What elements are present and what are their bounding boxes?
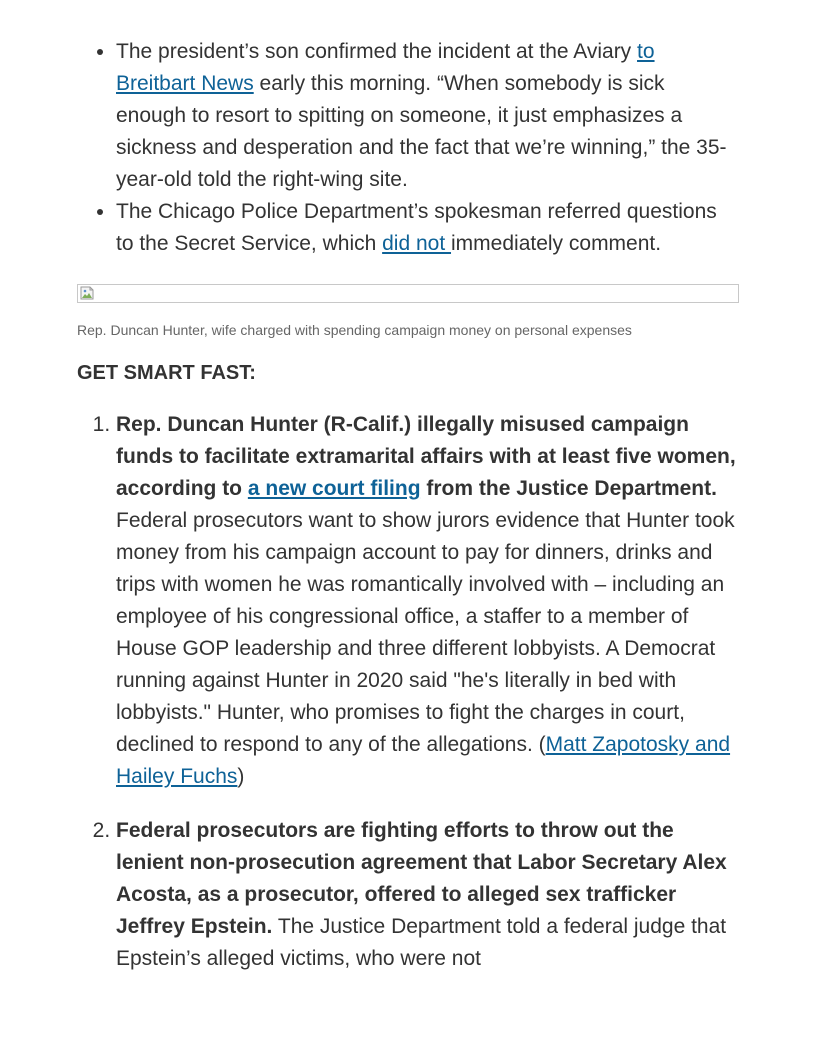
story-headline-text: Rep. Duncan Hunter (R-Calif.) illegally misused campaign funds to facilitate extramarital affairs with at least five women, according to xyxy=(116,413,736,500)
bullet-text: immediately comment. xyxy=(451,232,662,255)
author-credit-link[interactable]: Matt Zapotosky and Hailey Fuchs xyxy=(116,733,731,788)
image-caption: Rep. Duncan Hunter, wife charged with spending campaign money on personal expenses xyxy=(77,322,632,338)
story-closing: ) xyxy=(237,765,245,788)
story-headline xyxy=(116,413,736,500)
story-item xyxy=(116,409,739,793)
story-item xyxy=(116,815,739,975)
story-list xyxy=(77,409,739,975)
article-image xyxy=(77,284,739,303)
story-headline-text: from the Justice Department. xyxy=(420,477,717,500)
story-body: Federal prosecutors want to show jurors evidence that Hunter took money from his campaign account to pay for dinners, drinks and trips with women he was romantically involved with – including an employee of his congressional office, a staffer to a member of House GOP leadership and three different lobbyists. A Democrat running against Hunter in 2020 said "he's literally in bed with lobbyists." Hunter, who promises to fight the charges in court, declined to respond to any of the allegations. ( xyxy=(116,509,735,756)
bullet-item xyxy=(116,36,739,196)
bullet-list xyxy=(77,36,739,260)
breitbart-news-link[interactable]: to Breitbart News xyxy=(116,40,655,95)
bullet-text: early this morning. “When somebody is sick enough to resort to spitting on someone, it just emphasizes a sickness and desperation and the fact that we’re winning,” the 35-year-old told the right-wing site. xyxy=(116,72,727,191)
bullet-text: The president’s son confirmed the incident at the Aviary xyxy=(116,40,638,63)
court-filing-link[interactable]: a new court filing xyxy=(247,477,421,500)
broken-image-icon xyxy=(80,286,94,300)
bullet-text: The Chicago Police Department’s spokesman referred questions to the Secret Service, which xyxy=(116,200,717,255)
story-body: The Justice Department told a federal judge that Epstein’s alleged victims, who were not xyxy=(116,915,727,970)
did-not-link[interactable]: did not xyxy=(382,232,452,255)
bullet-item xyxy=(116,196,739,260)
story-headline: Federal prosecutors are fighting efforts to throw out the lenient non-prosecution agreement that Labor Secretary Alex Acosta, as a prosecutor, offered to alleged sex trafficker Jeffrey Epstein. xyxy=(116,819,727,938)
article-content xyxy=(77,36,739,997)
section-heading: GET SMART FAST: xyxy=(77,362,256,384)
